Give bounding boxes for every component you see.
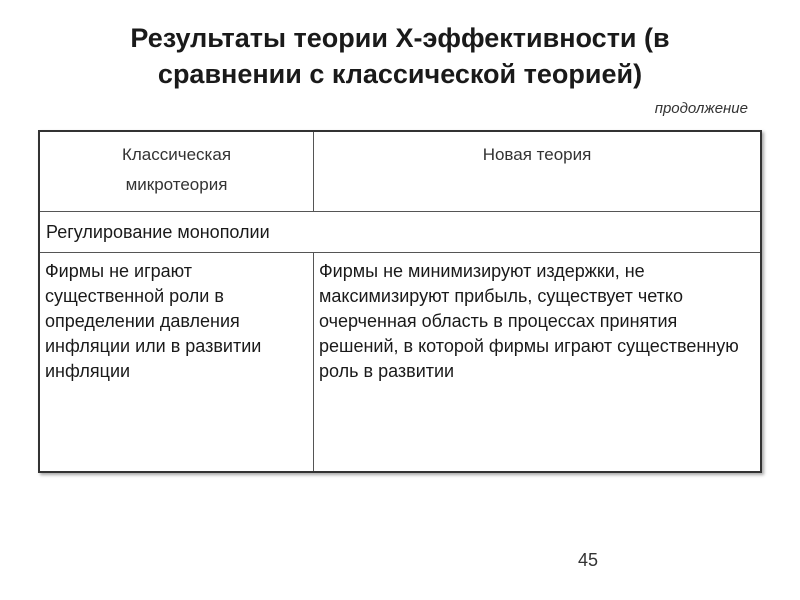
page-number: 45 bbox=[578, 550, 599, 570]
cell-classical-label: Фирмы не играют существенной роли в определении давления инфляции или в развитии инфляции bbox=[45, 260, 262, 381]
comparison-table bbox=[38, 130, 762, 473]
continued-note: продолжение bbox=[654, 100, 748, 117]
section-monopoly-regulation: Регулирование монополии bbox=[39, 211, 761, 252]
table-row bbox=[39, 252, 761, 472]
slide-title: Результаты теории Х-эффективности (в сравнении с классической теорией) bbox=[130, 23, 670, 89]
table-section-row bbox=[39, 211, 761, 252]
cell-new-text bbox=[314, 252, 762, 472]
header-new-label: Новая теория bbox=[482, 145, 592, 164]
header-classical-theory bbox=[39, 131, 314, 211]
table-header-row bbox=[39, 131, 761, 211]
cell-classical-text bbox=[39, 252, 314, 472]
header-classical-label: Классическая микротеория bbox=[121, 145, 232, 194]
header-new-theory bbox=[314, 131, 762, 211]
cell-new-label: Фирмы не минимизируют издержки, не максимизируют прибыль, существует четко очерченная область в процессах принятия решений, в которой фирмы играют существенную роль в развитии bbox=[319, 260, 739, 381]
